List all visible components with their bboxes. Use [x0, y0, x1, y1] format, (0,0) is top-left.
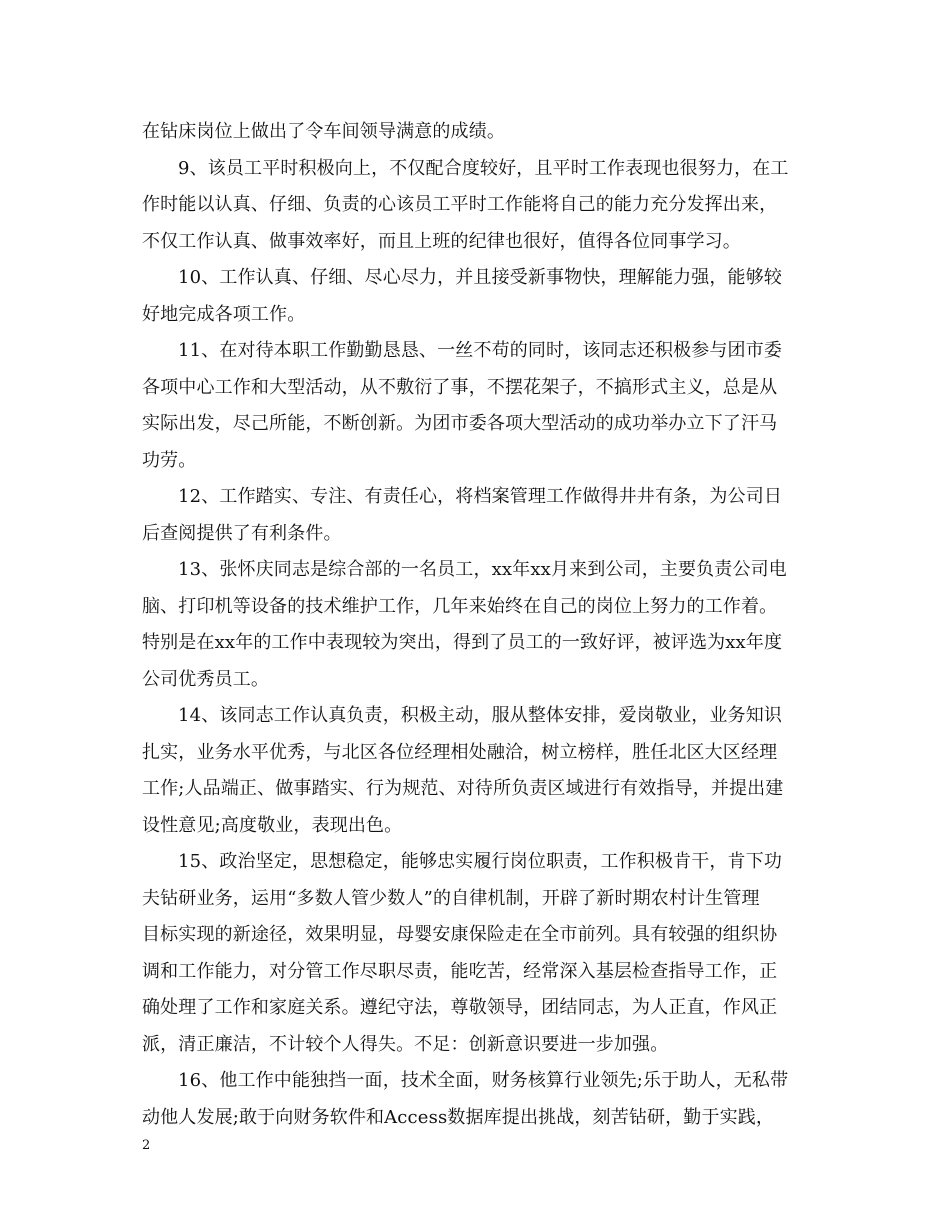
document-body	[142, 114, 812, 1136]
text-line: 目标实现的新途径，效果明显，母婴安康保险走在全市前列。具有较强的组织协	[142, 924, 778, 945]
text-line: 在钻床岗位上做出了令车间领导满意的成绩。	[142, 121, 505, 142]
text-line: 实际出发，尽己所能，不断创新。为团市委各项大型活动的成功举办立下了汗马	[142, 413, 778, 434]
paragraph-11-line: 11、在对待本职工作勤勤恳恳、一丝不苟的同时，该同志还积极参与团市委	[178, 340, 783, 361]
text-line: 公司优秀员工。	[142, 668, 270, 690]
text-line: 确处理了工作和家庭关系。遵纪守法，尊敬领导，团结同志，为人正直，作风正	[142, 997, 778, 1018]
text-line: 特别是在xx年的工作中表现较为突出，得到了员工的一致好评，被评选为xx年度	[142, 632, 783, 653]
paragraph-13-line: 13、张怀庆同志是综合部的一名员工，xx年xx月来到公司，主要负责公司电	[178, 559, 787, 580]
text-line: 夫钻研业务，运用“多数人管少数人”的自律机制，开辟了新时期农村计生管理	[142, 887, 760, 909]
text-line: 工作;人品端正、做事踏实、行为规范、对待所负责区域进行有效指导，并提出建	[142, 778, 784, 799]
paragraph-10-line: 10、工作认真、仔细、尽心尽力，并且接受新事物快，理解能力强，能够较	[178, 267, 783, 288]
paragraph-16-line: 16、他工作中能独挡一面，技术全面，财务核算行业领先;乐于助人，无私带	[178, 1070, 789, 1091]
text-line: 作时能以认真、仔细、负责的心该员工平时工作能将自己的能力充分发挥出来，	[142, 194, 778, 215]
text-line: 各项中心工作和大型活动，从不敷衍了事，不摆花架子，不搞形式主义，总是从	[142, 376, 778, 398]
text-line: 不仅工作认真、做事效率好，而且上班的纪律也很好，值得各位同事学习。	[142, 230, 741, 252]
text-line: 功劳。	[142, 449, 197, 471]
text-line: 设性意见;高度敬业，表现出色。	[142, 814, 403, 836]
text-line: 调和工作能力，对分管工作尽职尽责，能吃苦，经常深入基层检查指导工作，正	[142, 960, 778, 982]
text-line: 好地完成各项工作。	[142, 303, 306, 325]
paragraph-14-line: 14、该同志工作认真负责，积极主动，服从整体安排，爱岗敬业，业务知识	[178, 705, 783, 726]
paragraph-9-line: 9、该员工平时积极向上，不仅配合度较好，且平时工作表现也很努力，在工	[178, 157, 789, 179]
text-line: 脑、打印机等设备的技术维护工作，几年来始终在自己的岗位上努力的工作着。	[142, 595, 778, 617]
text-line: 派，清正廉洁，不计较个人得失。不足：创新意识要进一步加强。	[142, 1033, 669, 1055]
page-number: 2	[142, 1138, 151, 1153]
paragraph-15-line: 15、政治坚定，思想稳定，能够忠实履行岗位职责，工作积极肯干，肯下功	[178, 851, 783, 872]
text-line: 动他人发展;敢于向财务软件和Access数据库提出挑战，刻苦钻研，勤于实践，	[142, 1106, 775, 1128]
text-line: 扎实，业务水平优秀，与北区各位经理相处融洽，树立榜样，胜任北区大区经理	[142, 741, 778, 763]
text-line: 后查阅提供了有利条件。	[142, 522, 342, 544]
paragraph-12-line: 12、工作踏实、专注、有责任心，将档案管理工作做得井井有条，为公司日	[178, 486, 783, 507]
